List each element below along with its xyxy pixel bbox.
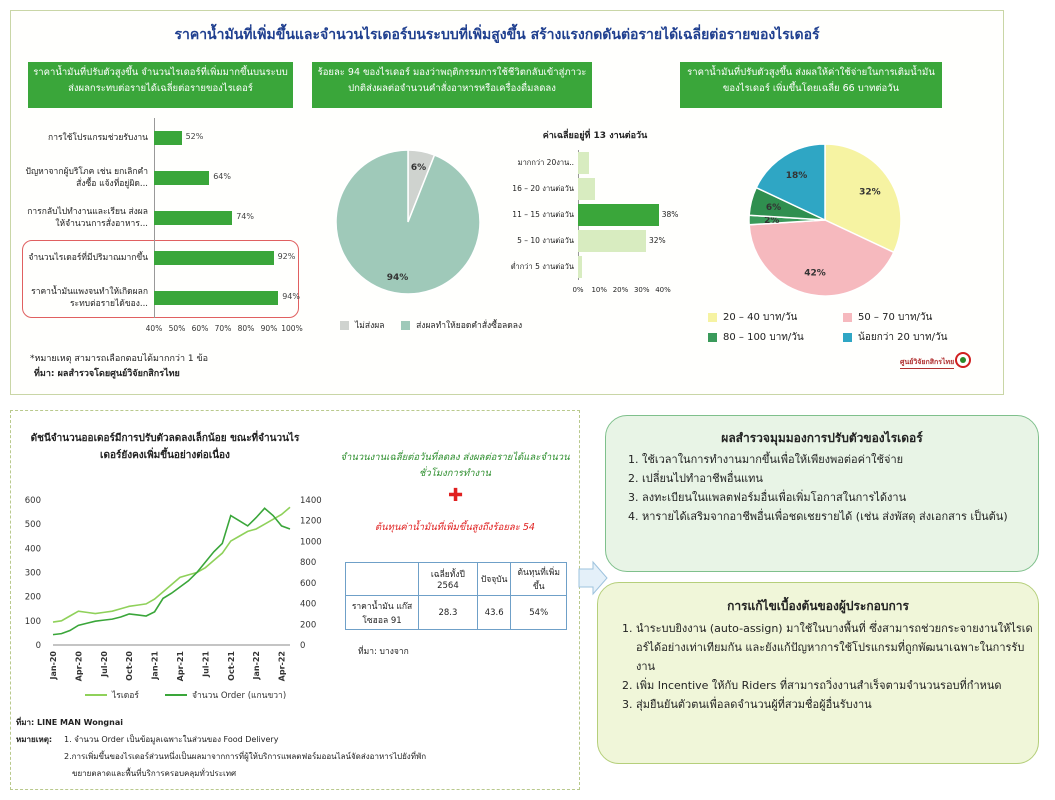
- bar: [578, 230, 646, 252]
- y-tick-left: 0: [35, 641, 41, 651]
- legend-label: 20 – 40 บาท/วัน: [723, 312, 798, 323]
- fuel-price-table: [345, 562, 567, 630]
- x-tick-label: Jan-20: [49, 651, 58, 680]
- y-tick-left: 100: [24, 616, 41, 627]
- category-label: การกลับไปทำงานและเรียน ส่งผลให้จำนวนการสั่งอาหาร...: [27, 207, 148, 229]
- tick-label: 50%: [168, 324, 186, 333]
- impact-pie-chart: [330, 140, 490, 300]
- banner-middle: ร้อยละ 94 ของไรเดอร์ มองว่าพฤติกรรมการใช้ชีวิตกลับเข้าสู่ภาวะปกติส่งผลต่อจำนวนคำสั่งอาหารหรือเครื่องดื่มลดลง: [312, 62, 592, 108]
- tick-label: 40%: [655, 286, 671, 294]
- survey-box: [605, 415, 1039, 572]
- category-label: 16 – 20 งานต่อวัน: [512, 184, 574, 193]
- bar: [154, 251, 274, 265]
- tick-label: 0%: [572, 286, 584, 294]
- x-tick-label: Jul-20: [99, 651, 109, 677]
- x-tick-label: Oct-20: [125, 651, 135, 681]
- fuel-cost-legend: [708, 308, 968, 348]
- bar: [154, 131, 182, 145]
- multi-answer-note: *หมายเหตุ สามารถเลือกตอบได้มากกว่า 1 ข้อ: [30, 354, 209, 364]
- table-header: ต้นทุนที่เพิ่มขึ้น: [511, 563, 567, 596]
- series-line: [53, 508, 290, 634]
- legend-swatch: [708, 313, 717, 322]
- bar: [578, 256, 582, 278]
- y-tick-left: 500: [24, 520, 41, 531]
- slice-label: 32%: [859, 187, 881, 198]
- list-item: 4. หารายได้เสริมจากอาชีพอื่นเพื่อชดเชยรายได้ (เช่น ส่งพัสดุ ส่งเอกสาร เป็นต้น): [642, 507, 1037, 526]
- tick-label: 70%: [214, 324, 232, 333]
- category-label: ปัญหาจากผู้บริโภค เช่น ยกเลิกคำสั่งซื้อ แจ้งที่อยู่ผิด...: [25, 167, 148, 189]
- slice-label: 42%: [804, 268, 826, 279]
- y-tick-left: 200: [24, 592, 41, 603]
- legend-label: ไม่ส่งผล: [355, 321, 385, 331]
- fuel-cost-pie-chart: [740, 135, 910, 305]
- kresearch-logo-text: ศูนย์วิจัยกสิกรไทย: [900, 357, 954, 369]
- slice-label: 6%: [410, 162, 427, 173]
- y-tick-right: 600: [300, 578, 317, 589]
- legend-swatch: [843, 333, 852, 342]
- slice-label: 2%: [764, 216, 780, 226]
- list-item: 2. เพิ่ม Incentive ให้กับ Riders ที่สามารถวิ่งงานสำเร็จตามจำนวนรอบที่กำหนด: [636, 676, 1036, 695]
- bar: [154, 211, 232, 225]
- x-tick-label: Jul-21: [201, 651, 211, 677]
- banner-left: ราคาน้ำมันที่ปรับตัวสูงขึ้น จำนวนไรเดอร์ที่เพิ่มมากขึ้นบนระบบ ส่งผลกระทบต่อรายได้เฉลี่ยต่อรายของไรเดอร์: [28, 62, 293, 108]
- jobs-drop-note: จำนวนงานเฉลี่ยต่อวันที่ลดลง ส่งผลต่อรายได้และจำนวนชั่วโมงการทำงาน: [340, 452, 570, 479]
- data-label: 64%: [213, 172, 231, 181]
- data-label: 94%: [282, 292, 300, 301]
- remark-1: 1. จำนวน Order เป็นข้อมูลเฉพาะในส่วนของ Food Delivery: [64, 735, 279, 744]
- y-tick-left: 600: [24, 496, 41, 506]
- y-tick-left: 300: [24, 568, 41, 579]
- slice-label: 94%: [386, 273, 409, 284]
- chart-title: ค่าเฉลี่ยอยู่ที่ 13 งานต่อวัน: [542, 131, 648, 141]
- y-tick-right: 1000: [300, 537, 322, 548]
- bar: [578, 204, 659, 226]
- table-header: [346, 563, 419, 596]
- table-header: เฉลี่ยทั้งปี 2564: [419, 563, 478, 596]
- data-label: 32%: [649, 236, 666, 245]
- legend-label: 50 – 70 บาท/วัน: [858, 312, 933, 323]
- tick-label: 100%: [281, 324, 303, 333]
- tick-label: 10%: [591, 286, 608, 294]
- y-tick-right: 0: [300, 641, 306, 651]
- line-chart-title: ดัชนีจำนวนออเดอร์มีการปรับตัวลดลงเล็กน้อย ขณะที่จำนวนไรเดอร์ยังคงเพิ่มขึ้นอย่างต่อเนื่อง: [30, 433, 300, 461]
- x-tick-label: Apr-20: [74, 651, 84, 682]
- remark-3: ขยายตลาดและพื้นที่บริการครอบคลุมทั่วประเทศ: [72, 769, 237, 778]
- tick-label: 60%: [191, 324, 209, 333]
- list-item: 3. ลงทะเบียนในแพลตฟอร์มอื่นเพื่อเพิ่มโอกาสในการได้งาน: [642, 488, 1037, 507]
- legend-swatch: [708, 333, 717, 342]
- table-cell: 43.6: [477, 596, 511, 630]
- table-cell: ราคาน้ำมัน แก๊สโซฮอล 91: [346, 596, 419, 630]
- legend-label: 80 – 100 บาท/วัน: [723, 332, 804, 343]
- tick-label: 20%: [612, 286, 629, 294]
- solution-list: [612, 619, 1036, 714]
- legend-label: ไรเดอร์: [112, 691, 139, 701]
- tick-label: 80%: [237, 324, 255, 333]
- table-cell: 54%: [511, 596, 567, 630]
- category-label: มากกว่า 20งาน..: [517, 158, 574, 167]
- table-cell: 28.3: [419, 596, 478, 630]
- solution-box-title: การแก้ไขเบื้องต้นของผู้ประกอบการ: [727, 599, 909, 613]
- legend-swatch: [340, 321, 349, 330]
- banner-right: ราคาน้ำมันที่ปรับตัวสูงขึ้น ส่งผลให้ค่าใช้จ่ายในการเติมน้ำมันของไรเดอร์ เพิ่มขึ้นโดยเฉลี่ย 66 บาทต่อวัน: [680, 62, 942, 108]
- data-label: 38%: [661, 210, 679, 219]
- x-tick-label: Jan-22: [252, 651, 262, 680]
- survey-list: [618, 450, 1037, 526]
- legend-swatch: [843, 313, 852, 322]
- data-label: 74%: [236, 212, 254, 221]
- bar: [578, 178, 595, 200]
- list-item: 3. สุ่มยืนยันตัวตนเพื่อลดจำนวนผู้ที่สวมชื่อผู้อื่นรับงาน: [636, 695, 1036, 714]
- category-label: จำนวนไรเดอร์ที่มีปริมาณมากขึ้น: [28, 253, 148, 263]
- category-label: ต่ำกว่า 5 งานต่อวัน: [510, 262, 574, 271]
- x-tick-label: Apr-22: [277, 651, 287, 682]
- list-item: 2. เปลี่ยนไปทำอาชีพอื่นแทน: [642, 469, 1037, 488]
- jobs-per-day-chart: [490, 128, 679, 294]
- plus-icon: ✚: [448, 485, 464, 506]
- y-tick-right: 800: [300, 558, 317, 569]
- fuel-cost-note: ต้นทุนค่าน้ำมันที่เพิ่มขึ้นสูงถึงร้อยละ 54: [375, 522, 535, 533]
- legend-label: จำนวน Order (แกนขวา): [192, 691, 287, 701]
- impact-pie-legend: [340, 318, 522, 332]
- table-source: ที่มา: บางจาก: [358, 647, 409, 657]
- slice-label: 18%: [785, 171, 808, 182]
- slice-label: 6%: [765, 202, 782, 213]
- remark-2: 2.การเพิ่มขึ้นของไรเดอร์ส่วนหนึ่งเป็นผลมาจากการที่ผู้ให้บริการแพลตฟอร์มออนไลน์จัดส่งอาหารไปยังที่พัก: [64, 752, 427, 761]
- tick-label: 40%: [145, 324, 163, 333]
- table-header: ปัจจุบัน: [477, 563, 511, 596]
- data-label: 92%: [277, 252, 296, 261]
- x-tick-label: Oct-21: [226, 651, 236, 681]
- tick-label: 30%: [633, 286, 650, 294]
- y-tick-right: 400: [300, 599, 317, 610]
- x-tick-label: Apr-21: [175, 651, 185, 682]
- list-item: 1. ใช้เวลาในการทำงานมากขึ้นเพื่อให้เพียงพอต่อค่าใช้จ่าย: [642, 450, 1037, 469]
- bar: [154, 291, 278, 305]
- legend-label: น้อยกว่า 20 บาท/วัน: [858, 332, 948, 343]
- orders-riders-line-chart: [15, 490, 330, 705]
- y-tick-right: 1400: [300, 496, 322, 506]
- category-label: การใช้โปรแกรมช่วยรับงาน: [48, 133, 148, 143]
- line-source: ที่มา: LINE MAN Wongnai: [16, 718, 123, 727]
- x-tick-label: Jan-21: [150, 651, 160, 680]
- data-label: 52%: [185, 132, 204, 141]
- series-line: [53, 507, 290, 622]
- list-item: 1. นำระบบยิงงาน (auto-assign) มาใช้ในบางพื้นที่ ซึ่งสามารถช่วยกระจายงานให้ไรเดอร์ได้อย่างเท่าเทียมกัน และยังแก้ปัญหาการใช้โปรแกรมที่ถูกพัฒนาเฉพาะในการรับงาน: [636, 619, 1036, 676]
- main-title: ราคาน้ำมันที่เพิ่มขึ้นและจำนวนไรเดอร์บนระบบที่เพิ่มสูงขึ้น สร้างแรงกดดันต่อรายได้เฉลี่ยต่อรายของไรเดอร์: [174, 27, 820, 43]
- category-label: 11 – 15 งานต่อวัน: [512, 210, 574, 219]
- kresearch-logo-icon: [955, 352, 971, 368]
- bar: [154, 171, 209, 185]
- factor-bar-chart: [22, 118, 304, 343]
- category-label: 5 – 10 งานต่อวัน: [517, 236, 574, 245]
- legend-swatch: [401, 321, 410, 330]
- y-tick-left: 400: [24, 544, 41, 555]
- remark-label: หมายเหตุ:: [16, 735, 53, 744]
- survey-box-title: ผลสำรวจมุมมองการปรับตัวของไรเดอร์: [721, 431, 923, 445]
- category-label: ราคาน้ำมันแพงจนทำให้เกิดผลกระทบต่อรายได้ของ...: [31, 287, 148, 309]
- tick-label: 90%: [260, 324, 278, 333]
- bar: [578, 152, 589, 174]
- solution-box: [597, 582, 1039, 764]
- y-tick-right: 200: [300, 620, 317, 631]
- survey-source: ที่มา: ผลสำรวจโดยศูนย์วิจัยกสิกรไทย: [34, 369, 180, 379]
- y-tick-right: 1200: [300, 516, 322, 527]
- legend-label: ส่งผลทำให้ยอดคำสั่งซื้อลดลง: [416, 321, 523, 331]
